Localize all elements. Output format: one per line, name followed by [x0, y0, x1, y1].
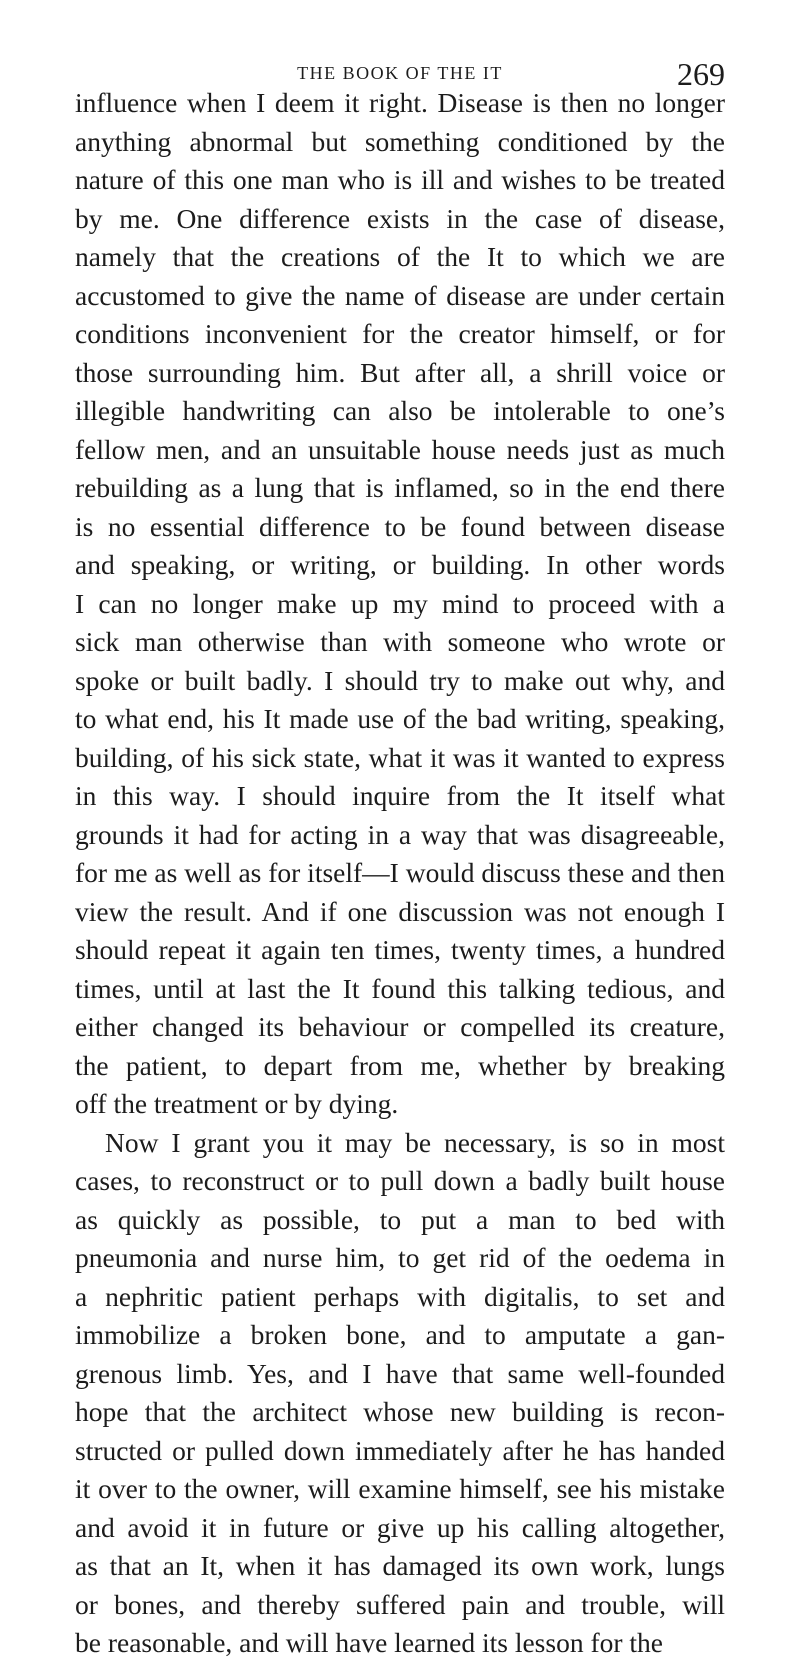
text-line: I can no longer make up my mind to proceed with a	[75, 587, 725, 619]
text-line: immobilize a broken bone, and to amputate a gan-	[75, 1319, 725, 1350]
text-line: conditions inconvenient for the creator himself, or for	[75, 318, 725, 349]
text-line: or bones, and thereby suffered pain and trouble, will	[75, 1588, 725, 1620]
text-line: is no essential difference to be found between disease	[75, 510, 725, 542]
text-line: fellow men, and an unsuitable house needs just as much	[75, 433, 725, 465]
text-line: be reasonable, and will have learned its lesson for the	[75, 1627, 663, 1658]
text-line: those surrounding him. But after all, a shrill voice or	[75, 356, 725, 388]
running-title: THE BOOK OF THE IT	[297, 63, 503, 83]
text-line: pneumonia and nurse him, to get rid of the oedema in	[75, 1242, 725, 1273]
text-line: a nephritic patient perhaps with digitalis, to set and	[75, 1280, 725, 1312]
text-line: in this way. I should inquire from the It itself what	[75, 780, 725, 811]
text-line: structed or pulled down immediately after he has handed	[75, 1434, 725, 1466]
text-line: by me. One difference exists in the case of disease,	[75, 202, 725, 234]
text-line: rebuilding as a lung that is inflamed, so in the end there	[75, 472, 725, 503]
text-line: accustomed to give the name of disease are under certain	[75, 279, 725, 311]
text-line: times, until at last the It found this talking tedious, and	[75, 972, 725, 1004]
text-line: should repeat it again ten times, twenty times, a hundred	[75, 934, 725, 965]
text-line: cases, to reconstruct or to pull down a badly built house	[75, 1165, 725, 1196]
body-text	[75, 84, 725, 1663]
text-line: anything abnormal but something conditioned by the	[75, 125, 725, 157]
text-line: to what end, his It made use of the bad writing, speaking,	[75, 703, 725, 734]
text-line: nature of this one man who is ill and wishes to be treated	[75, 164, 725, 195]
text-line: sick man otherwise than with someone who wrote or	[75, 626, 725, 657]
text-line: it over to the owner, will examine himself, see his mistake	[75, 1473, 725, 1504]
text-line: spoke or built badly. I should try to make out why, and	[75, 664, 725, 696]
text-line: grenous limb. Yes, and I have that same well-founded	[75, 1357, 725, 1389]
text-line: illegible handwriting can also be intolerable to one’s	[75, 395, 725, 426]
text-line: either changed its behaviour or compelled its creature,	[75, 1011, 725, 1042]
text-line: influence when I deem it right. Disease is then no longer	[75, 87, 725, 118]
text-line: and speaking, or writing, or building. In other words	[75, 549, 725, 580]
text-line: building, of his sick state, what it was it wanted to express	[75, 741, 725, 773]
text-line: the patient, to depart from me, whether by breaking	[75, 1049, 725, 1081]
text-line: off the treatment or by dying.	[75, 1088, 399, 1119]
text-line: Now I grant you it may be necessary, is so in most	[105, 1126, 725, 1158]
text-line: grounds it had for acting in a way that was disagreeable,	[75, 818, 725, 850]
text-line: as that an It, when it has damaged its own work, lungs	[75, 1550, 725, 1581]
text-line: and avoid it in future or give up his calling altogether,	[75, 1511, 725, 1543]
text-line: as quickly as possible, to put a man to bed with	[75, 1203, 725, 1235]
text-line: view the result. And if one discussion was not enough I	[75, 895, 725, 927]
text-line: namely that the creations of the It to which we are	[75, 241, 725, 272]
page-number: 269	[677, 56, 725, 92]
text-line: for me as well as for itself—I would discuss these and then	[75, 857, 725, 888]
text-line: hope that the architect whose new building is recon-	[75, 1396, 725, 1427]
